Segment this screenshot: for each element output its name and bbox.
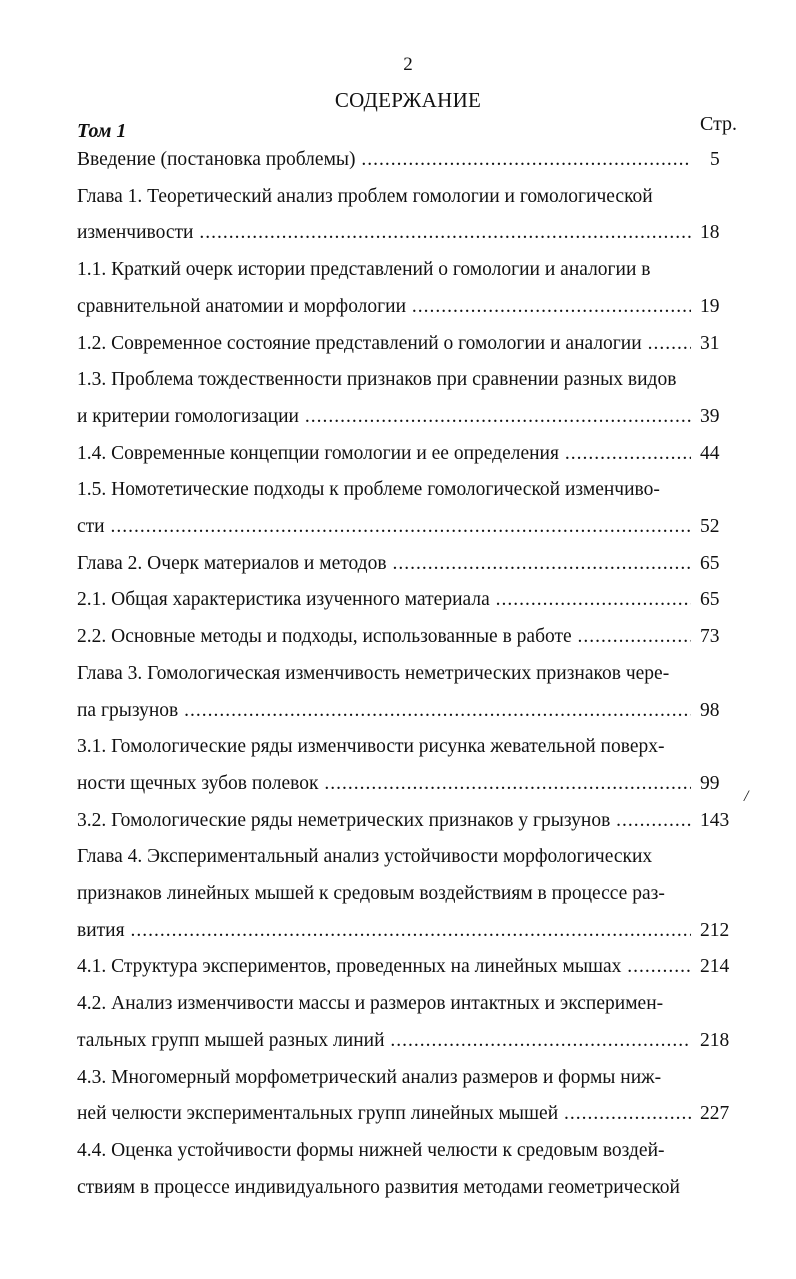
toc-entry-line: ствиям в процессе индивидуального развития методами геометрической xyxy=(77,1176,680,1198)
page-title: СОДЕРЖАНИЕ xyxy=(334,88,482,112)
toc-entry-line: Глава 2. Очерк материалов и методов ..... xyxy=(77,552,691,576)
toc-page-number: 98 xyxy=(700,699,720,721)
toc-entry-line: признаков линейных мышей к средовым воздействиям в процессе раз- xyxy=(77,883,665,904)
toc-entry-line: изменчивости ..... xyxy=(77,221,691,245)
toc-page-number: 31 xyxy=(700,332,720,354)
toc-page-number: 19 xyxy=(700,295,720,317)
toc-entry-line: тальных групп мышей разных линий ..... xyxy=(77,1029,691,1053)
toc-entry-line: ней челюсти экспериментальных групп линейных мышей ..... xyxy=(77,1102,691,1126)
toc-page-number: 227 xyxy=(700,1103,730,1125)
toc-entry-line: 1.2. Современное состояние представлений о гомологии и аналогии ..... xyxy=(77,332,691,356)
toc-entry-line: 3.1. Гомологические ряды изменчивости рисунка жевательной поверх- xyxy=(77,736,665,758)
toc-page-number: 52 xyxy=(700,516,720,537)
toc-page-number: 218 xyxy=(700,1029,730,1051)
toc-entry-line: Глава 4. Экспериментальный анализ устойчивости морфологических xyxy=(77,846,653,868)
toc-entry-line: 4.2. Анализ изменчивости массы и размеров интактных и эксперимен- xyxy=(77,993,664,1015)
toc-entry-line: 1.1. Краткий очерк истории представлений о гомологии и аналогии в xyxy=(77,259,651,281)
toc-entry-line: Глава 3. Гомологическая изменчивость неметрических признаков чере- xyxy=(77,662,670,684)
toc-entry-line: 1.4. Современные концепции гомологии и ее определения ..... xyxy=(77,442,691,466)
toc-entry-line: ности щечных зубов полевок ..... xyxy=(77,772,691,796)
toc-page-number: 65 xyxy=(700,552,720,574)
volume-label: Том 1 xyxy=(77,120,127,142)
toc-entry-line: 4.4. Оценка устойчивости формы нижней челюсти к средовым воздей- xyxy=(77,1139,665,1161)
toc-page-number: 99 xyxy=(700,772,720,794)
toc-entry-line: и критерии гомологизации ..... xyxy=(77,405,691,429)
toc-page-number: 5 xyxy=(710,149,720,170)
toc-page-number: 65 xyxy=(700,589,720,611)
toc-page-number: 143 xyxy=(700,809,730,831)
toc-entry-line: Введение (постановка проблемы) ..... xyxy=(77,148,691,172)
toc-entry-line: сравнительной анатомии и морфологии ..... xyxy=(77,295,691,319)
toc-entry-line: 1.5. Номотетические подходы к проблеме гомологической изменчиво- xyxy=(77,479,660,501)
toc-entry-line: 2.2. Основные методы и подходы, использованные в работе ..... xyxy=(77,625,691,649)
toc-entry-line: Глава 1. Теоретический анализ проблем гомологии и гомологической xyxy=(77,185,653,207)
stray-pen-mark: / xyxy=(744,788,749,805)
toc-entry-line: вития ..... xyxy=(77,919,691,943)
toc-entry-line: 4.1. Структура экспериментов, проведенных на линейных мышах ..... xyxy=(77,955,691,979)
toc-page-number: 73 xyxy=(700,626,720,648)
toc-page-number: 44 xyxy=(700,442,720,464)
toc-page-number: 212 xyxy=(700,919,730,941)
toc-entry-line: па грызунов ..... xyxy=(77,699,691,723)
toc-page-number: 39 xyxy=(700,405,720,427)
toc-page-number: 18 xyxy=(700,222,720,244)
toc-entry-line: 3.2. Гомологические ряды неметрических признаков у грызунов ..... xyxy=(77,809,691,833)
toc-entry-line: сти ..... xyxy=(77,515,691,539)
page-column-label: Стр. xyxy=(700,113,738,135)
toc-entry-line: 2.1. Общая характеристика изученного материала ..... xyxy=(77,588,691,612)
toc-page-number: 214 xyxy=(700,956,730,978)
toc-entry-line: 4.3. Многомерный морфометрический анализ размеров и формы ниж- xyxy=(77,1066,662,1088)
toc-entry-line: 1.3. Проблема тождественности признаков при сравнении разных видов xyxy=(77,369,677,391)
page-number: 2 xyxy=(403,54,413,75)
